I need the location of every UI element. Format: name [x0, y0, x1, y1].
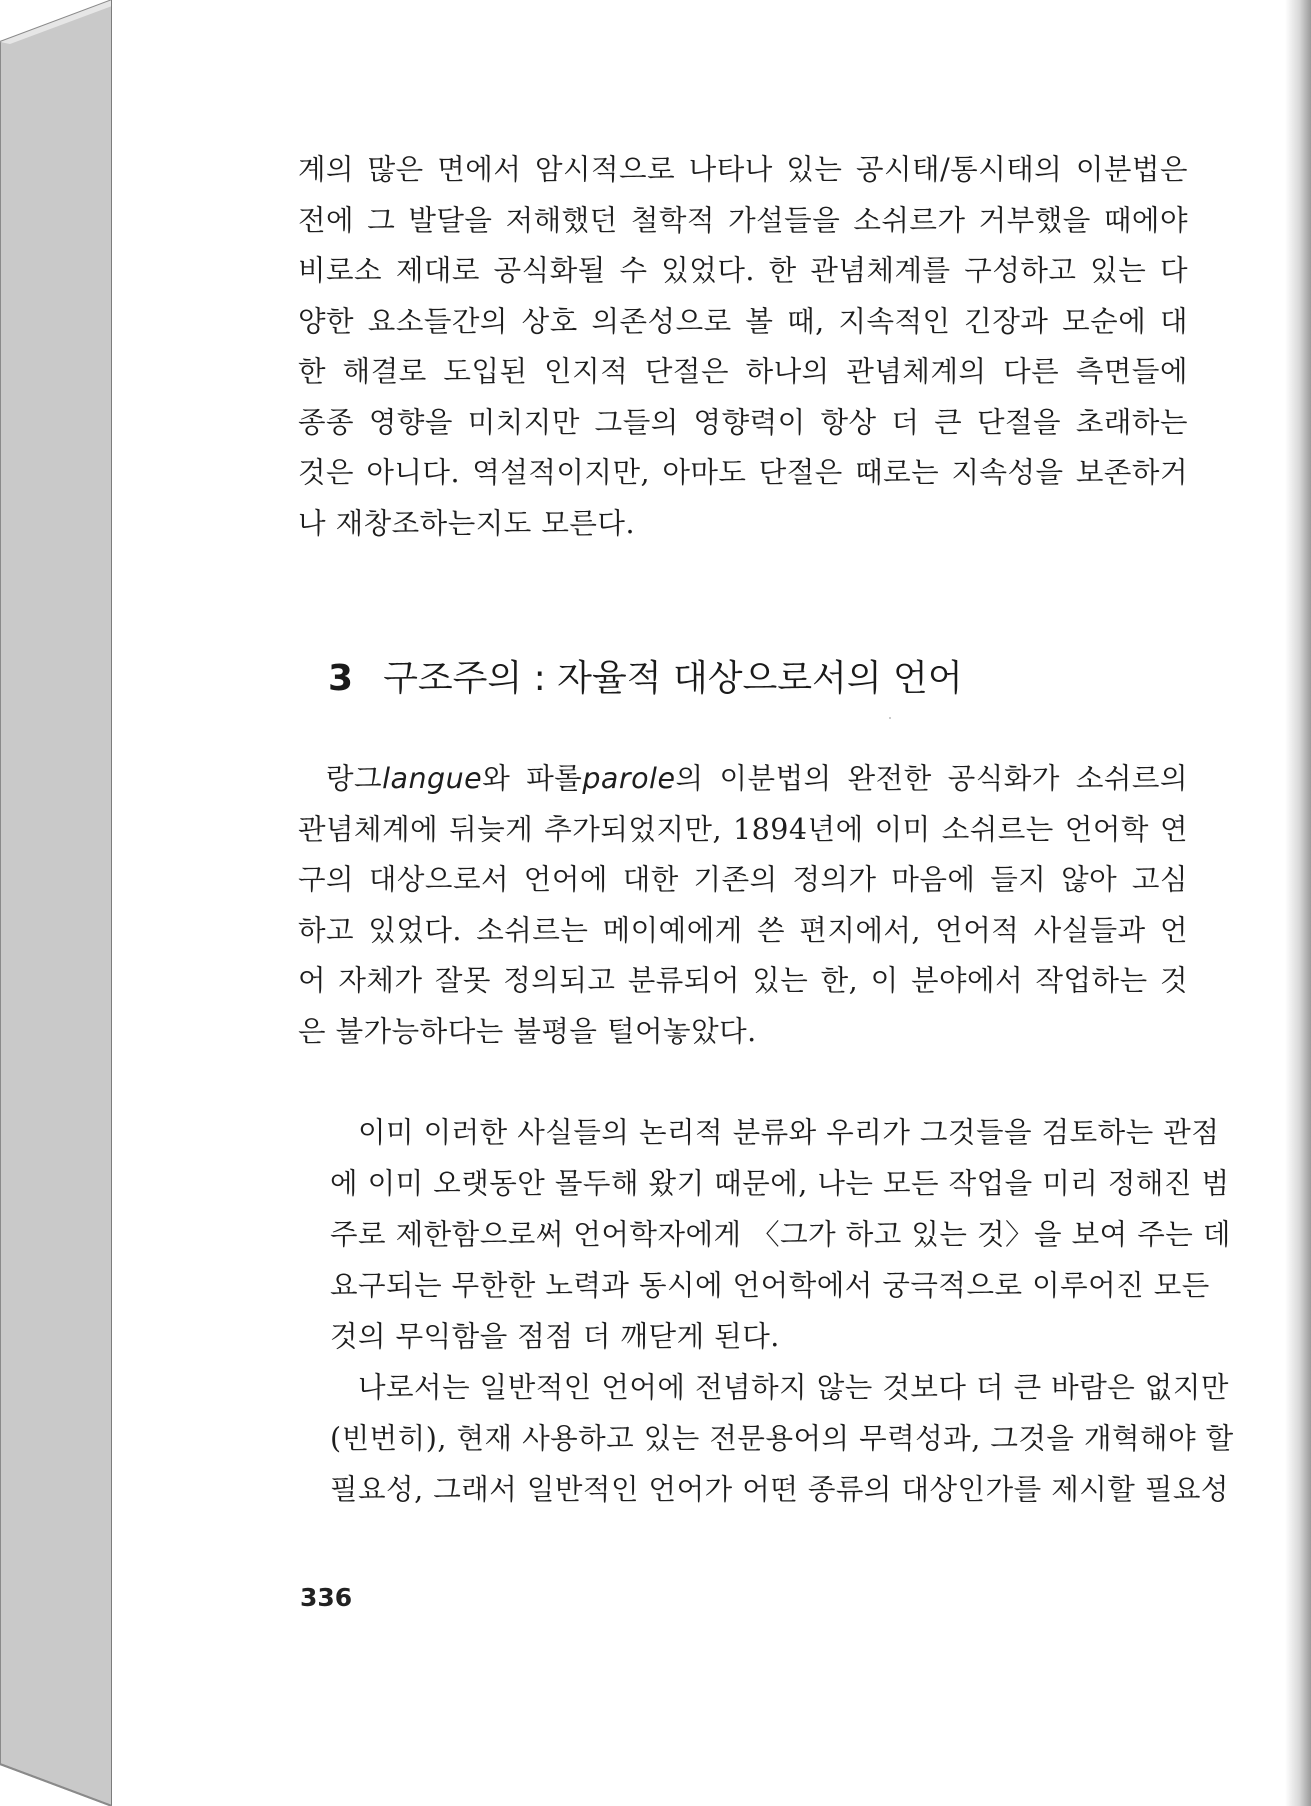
paragraph-2 — [298, 754, 1188, 1057]
page-number: 336 — [300, 1583, 353, 1612]
text-line: 것은 아니다. 역설적이지만, 아마도 단절은 때로는 지속성을 보존하거 — [298, 456, 1188, 489]
text-line — [298, 754, 1188, 805]
paragraph-1 — [298, 145, 1188, 549]
text-fragment: 의 이분법의 완전한 공식화가 소쉬르의 — [675, 762, 1188, 795]
page-edge-shadow — [1285, 0, 1311, 1806]
quote-line: 주로 제한함으로써 언어학자에게 〈그가 하고 있는 것〉을 보여 주는 데 — [330, 1218, 1231, 1251]
text-fragment: 랑그 — [326, 762, 383, 795]
quote-line: 것의 무익함을 점점 더 깨닫게 된다. — [330, 1320, 780, 1353]
text-line: 양한 요소들간의 상호 의존성으로 볼 때, 지속적인 긴장과 모순에 대 — [298, 304, 1188, 338]
section-title: 구조주의 : 자율적 대상으로서의 언어 — [383, 658, 963, 699]
quote-line: 필요성, 그래서 일반적인 언어가 어떤 종류의 대상인가를 제시할 필요성 — [330, 1473, 1229, 1506]
text-line: 계의 많은 면에서 암시적으로 나타나 있는 공시태/통시태의 이분법은 — [298, 153, 1188, 186]
quote-line: 이미 이러한 사실들의 논리적 분류와 우리가 그것들을 검토하는 관점 — [358, 1116, 1220, 1149]
term-langue: langue — [382, 762, 483, 795]
text-line: 비로소 제대로 공식화될 수 있었다. 한 관념체계를 구성하고 있는 다 — [298, 254, 1188, 287]
section-number: 3 — [328, 658, 354, 699]
text-line: 하고 있었다. 소쉬르는 메이예에게 쓴 편지에서, 언어적 사실들과 언 — [298, 913, 1188, 947]
quote-line: (빈번히), 현재 사용하고 있는 전문용어의 무력성과, 그것을 개혁해야 할 — [330, 1422, 1234, 1455]
section-heading — [328, 650, 963, 701]
text-line: 구의 대상으로서 언어에 대한 기존의 정의가 마음에 들지 않아 고심 — [298, 863, 1188, 896]
text-line: 종종 영향을 미치지만 그들의 영향력이 항상 더 큰 단절을 초래하는 — [298, 405, 1188, 439]
text-fragment: 와 파롤 — [482, 762, 583, 795]
text-line: 나 재창조하는지도 모른다. — [298, 506, 636, 540]
text-line: 관념체계에 뒤늦게 추가되었지만, 1894년에 이미 소쉬르는 언어학 연 — [298, 812, 1188, 846]
text-line: 어 자체가 잘못 정의되고 분류되어 있는 한, 이 분야에서 작업하는 것 — [298, 964, 1188, 997]
quote-line: 에 이미 오랫동안 몰두해 왔기 때문에, 나는 모든 작업을 미리 정해진 범 — [330, 1167, 1230, 1200]
quote-line: 나로서는 일반적인 언어에 전념하지 않는 것보다 더 큰 바람은 없지만 — [358, 1371, 1229, 1404]
term-parole: parole — [582, 762, 676, 795]
text-line: 한 해결로 도입된 인지적 단절은 하나의 관념체계의 다른 측면들에 — [298, 355, 1188, 388]
print-speck — [889, 717, 891, 719]
block-quote — [330, 1107, 1234, 1515]
text-line: 전에 그 발달을 저해했던 철학적 가설들을 소쉬르가 거부했을 때에야 — [298, 203, 1188, 237]
quote-line: 요구되는 무한한 노력과 동시에 언어학에서 궁극적으로 이루어진 모든 — [330, 1269, 1210, 1302]
text-line: 은 불가능하다는 불평을 털어놓았다. — [298, 1014, 757, 1048]
